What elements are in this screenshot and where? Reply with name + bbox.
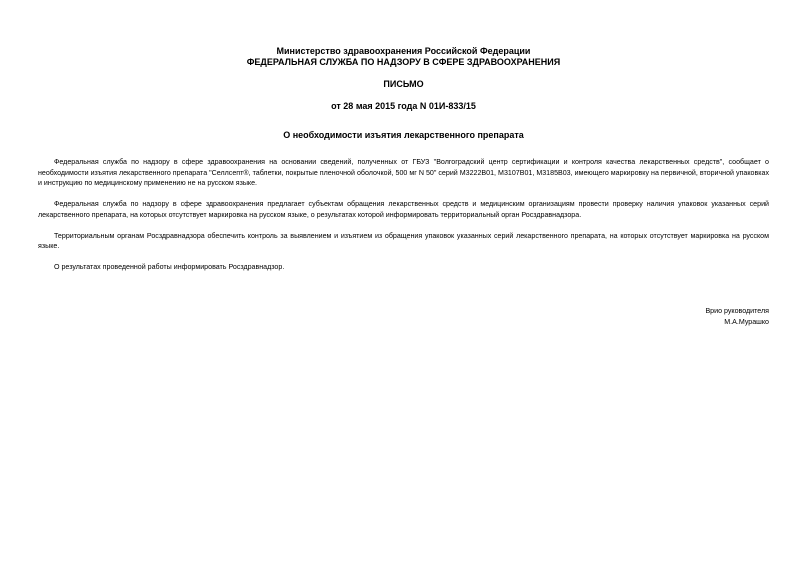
body-paragraph: Федеральная служба по надзору в сфере здравоохранения на основании сведений, полученных от ГБУЗ "Волгоградский центр сертификации и контроля качества лекарственных средств", сообщает о необходимости изъятия лекарственного препарата "Селлсепт®, таблетки, покрытые пленочной оболочкой, 500 мг N 50" серий M3222B01, M3107B01, M3185B03, имеющего маркировку на первичной, вторичной упаковках и инструкцию по медицинскому применению не на русском языке. bbox=[38, 158, 769, 187]
document-type: ПИСЬМО bbox=[383, 79, 424, 89]
signature-block bbox=[705, 306, 769, 328]
document-date-number: от 28 мая 2015 года N 01И-833/15 bbox=[331, 101, 476, 111]
body-paragraph: О результатах проведенной работы информировать Росздравнадзор. bbox=[54, 263, 285, 271]
document-subject: О необходимости изъятия лекарственного препарата bbox=[283, 130, 524, 140]
signature-position: Врио руководителя bbox=[705, 307, 769, 315]
body-paragraph: Территориальным органам Росздравнадзора обеспечить контроль за выявлением и изъятием из обращения упаковок указанных серий лекарственного препарата, на которых отсутствует маркировка на русском языке. bbox=[38, 231, 769, 250]
signature-name: М.А.Мурашко bbox=[724, 318, 769, 326]
ministry-name: Министерство здравоохранения Российской Федерации bbox=[276, 46, 531, 56]
document-body bbox=[38, 157, 769, 283]
document-header bbox=[0, 46, 807, 68]
body-paragraph: Федеральная служба по надзору в сфере здравоохранения предлагает субъектам обращения лекарственных средств и медицинским организациям провести проверку наличия упаковок указанных серий лекарственного препарата, на которых отсутствует маркировка на русском языке, о результатах которой информировать территориальный орган Росздравнадзора. bbox=[38, 200, 769, 219]
service-name: ФЕДЕРАЛЬНАЯ СЛУЖБА ПО НАДЗОРУ В СФЕРЕ ЗДРАВООХРАНЕНИЯ bbox=[246, 57, 561, 67]
